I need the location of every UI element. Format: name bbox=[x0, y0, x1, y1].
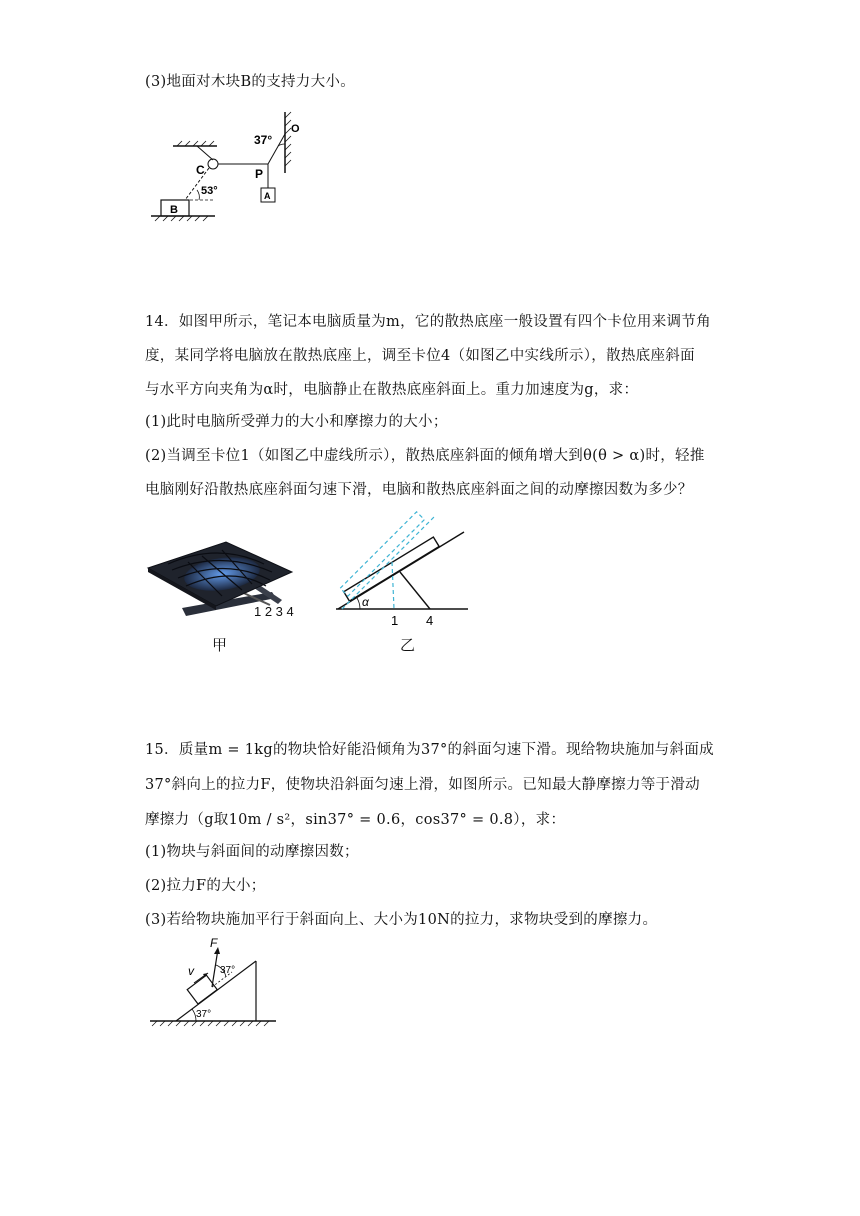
q13-label-c: C bbox=[196, 163, 205, 177]
q15-line3: 摩擦力（g取10m / s²，sin37° = 0.6，cos37° = 0.8），求： bbox=[145, 812, 566, 828]
q15-part1: (1)物块与斜面间的动摩擦因数； bbox=[145, 844, 359, 860]
q15-line1: 15．质量m = 1kg的物块恰好能沿倾角为37°的斜面匀速下滑。现给物块施加与斜面成 bbox=[145, 742, 714, 758]
q14-jia-caption: 甲 bbox=[212, 636, 228, 654]
q13-figure bbox=[145, 108, 305, 228]
q13-angle-top-label: 37° bbox=[254, 133, 273, 147]
q13-label-b: B bbox=[170, 204, 178, 216]
q14-yi-caption: 乙 bbox=[400, 636, 416, 654]
q14-yi-alpha: α bbox=[362, 595, 369, 609]
q15-angle-base-label: 37° bbox=[196, 1009, 212, 1020]
q15-label-v: v bbox=[188, 964, 194, 978]
q14-jia-numbers: 1 2 3 4 bbox=[254, 604, 294, 619]
q14-line1: 14．如图甲所示，笔记本电脑质量为m，它的散热底座一般设置有四个卡位用来调节角 bbox=[145, 314, 711, 330]
q13-label-p: P bbox=[255, 167, 264, 181]
q15-part2: (2)拉力F的大小； bbox=[145, 878, 266, 894]
q13-angle-bottom-label: 53° bbox=[201, 185, 218, 197]
q14-figure-yi bbox=[330, 510, 475, 630]
q15-label-f: F bbox=[210, 936, 218, 950]
q14-yi-label-4: 4 bbox=[426, 613, 434, 628]
q15-line2: 37°斜向上的拉力F，使物块沿斜面匀速上滑，如图所示。已知最大静摩擦力等于滑动 bbox=[145, 777, 700, 793]
q15-part3: (3)若给物块施加平行于斜面向上、大小为10N的拉力，求物块受到的摩擦力。 bbox=[145, 912, 658, 928]
q14-part2a: (2)当调至卡位1（如图乙中虚线所示），散热底座斜面的倾角增大到θ(θ > α)时，轻推 bbox=[145, 448, 705, 464]
q14-part1: (1)此时电脑所受弹力的大小和摩擦力的大小； bbox=[145, 414, 448, 430]
q14-part2b: 电脑刚好沿散热底座斜面匀速下滑，电脑和散热底座斜面之间的动摩擦因数为多少？ bbox=[145, 482, 693, 498]
q14-yi-label-1: 1 bbox=[391, 613, 399, 628]
q14-figure-jia bbox=[142, 520, 302, 630]
q13-label-a: A bbox=[264, 191, 271, 201]
q15-angle-force-label: 37° bbox=[220, 965, 236, 976]
q13-part3: (3)地面对木块B的支持力大小。 bbox=[145, 74, 355, 90]
q14-line2: 度，某同学将电脑放在散热底座上，调至卡位4（如图乙中实线所示），散热底座斜面 bbox=[145, 348, 695, 364]
q13-label-o: O bbox=[291, 123, 300, 135]
q15-figure bbox=[148, 935, 280, 1031]
q14-line3: 与水平方向夹角为α时，电脑静止在散热底座斜面上。重力加速度为g，求： bbox=[145, 382, 639, 398]
